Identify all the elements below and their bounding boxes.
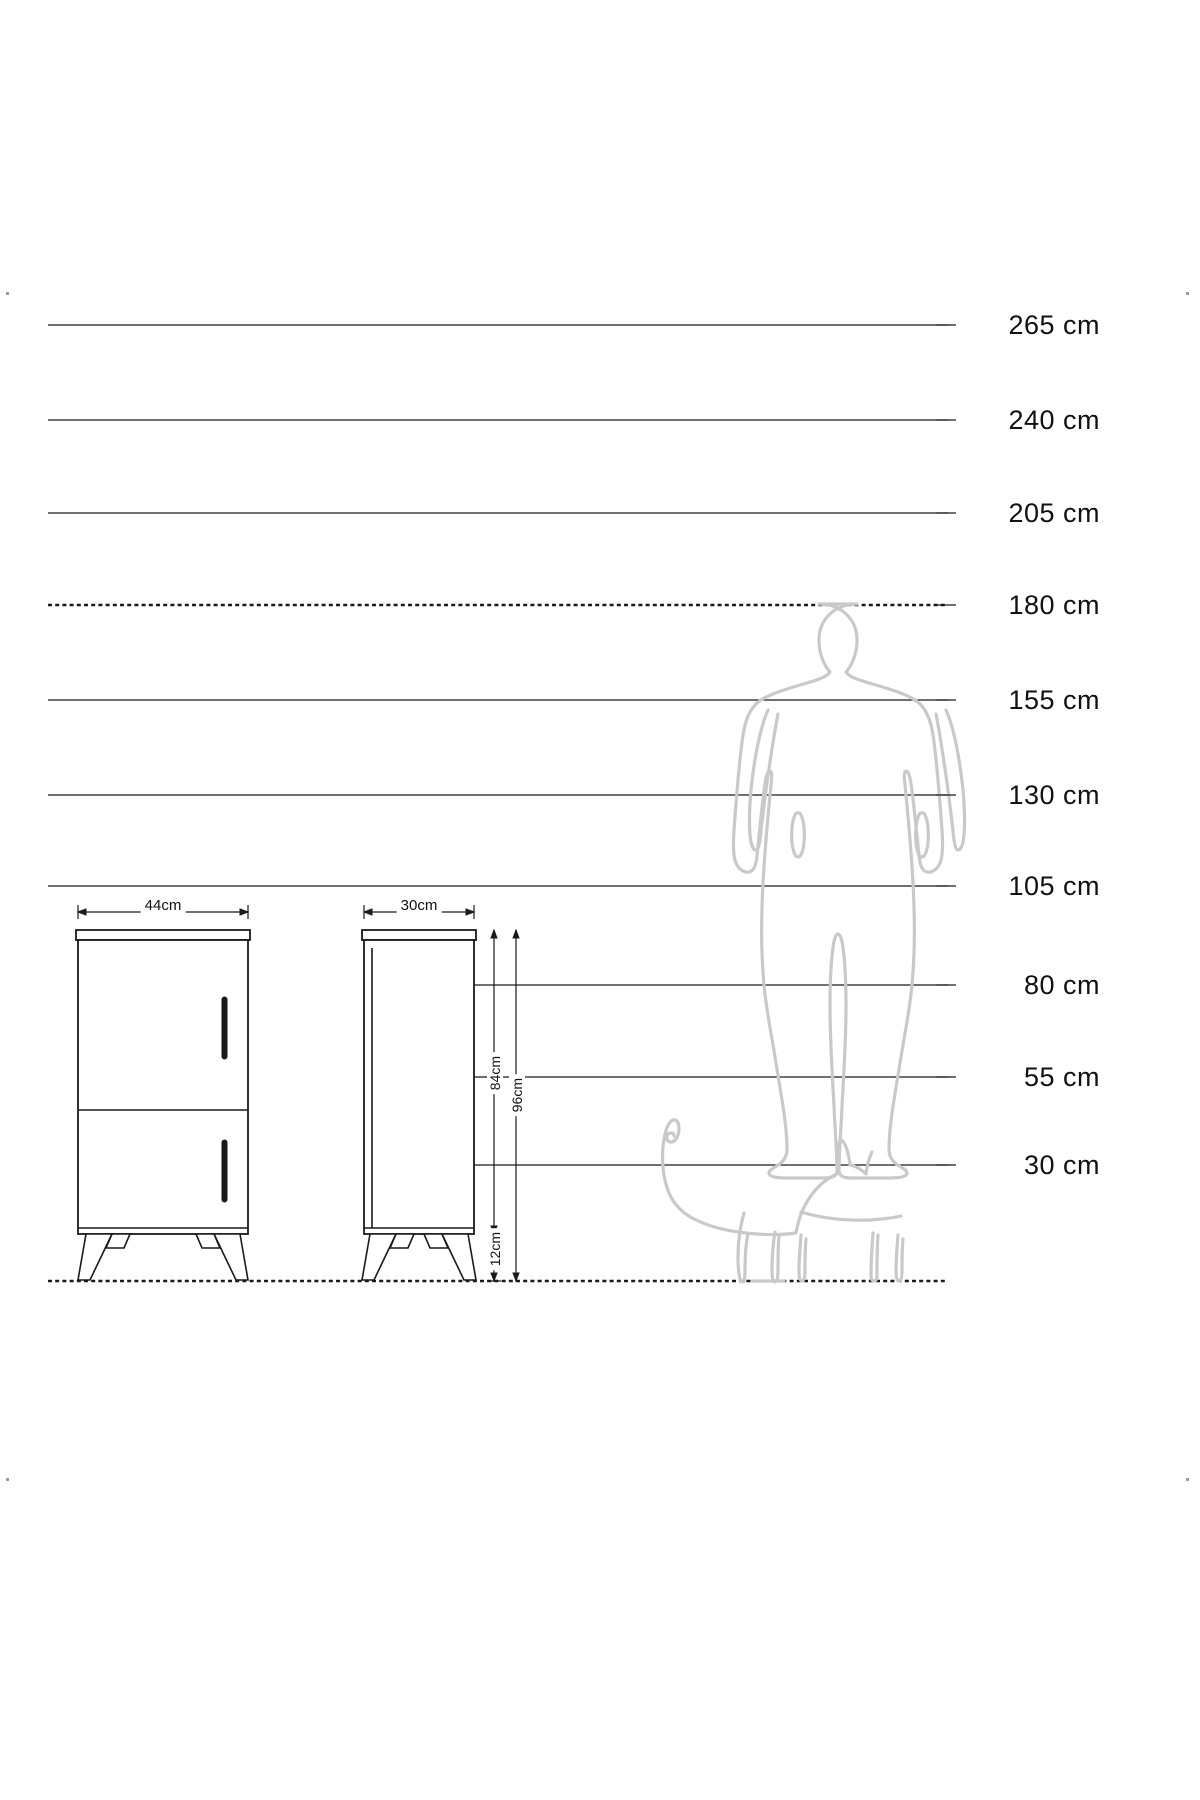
scale-label-55: 55 cm (1023, 1062, 1100, 1092)
scale-label-180: 180 cm (1008, 590, 1100, 620)
dimension-label-44cm: 44cm (141, 897, 186, 914)
cat-silhouette (663, 1120, 903, 1282)
scale-label-155: 155 cm (1008, 685, 1100, 715)
scale-label-80: 80 cm (1023, 970, 1100, 1000)
dimension-label-12cm: 12cm (487, 1228, 503, 1270)
dimension-label-30cm: 30cm (397, 897, 442, 914)
dimension-label-84cm: 84cm (487, 1052, 503, 1094)
registration-dot-top-left (6, 292, 9, 295)
cabinet-side-view (362, 930, 476, 1280)
human-silhouette (733, 604, 964, 1178)
scale-label-205: 205 cm (1008, 498, 1100, 528)
registration-dot-top-right (1186, 292, 1189, 295)
scale-label-130: 130 cm (1008, 780, 1100, 810)
scale-label-30: 30 cm (1023, 1150, 1100, 1180)
scale-label-265: 265 cm (1008, 310, 1100, 340)
registration-dot-bottom-right (1186, 1478, 1189, 1481)
registration-dot-bottom-left (6, 1478, 9, 1481)
dimension-label-96cm: 96cm (509, 1074, 525, 1116)
cabinet-front-view (76, 930, 250, 1280)
scale-ticks (936, 325, 956, 1165)
scale-label-105: 105 cm (1008, 871, 1100, 901)
scale-label-240: 240 cm (1008, 405, 1100, 435)
